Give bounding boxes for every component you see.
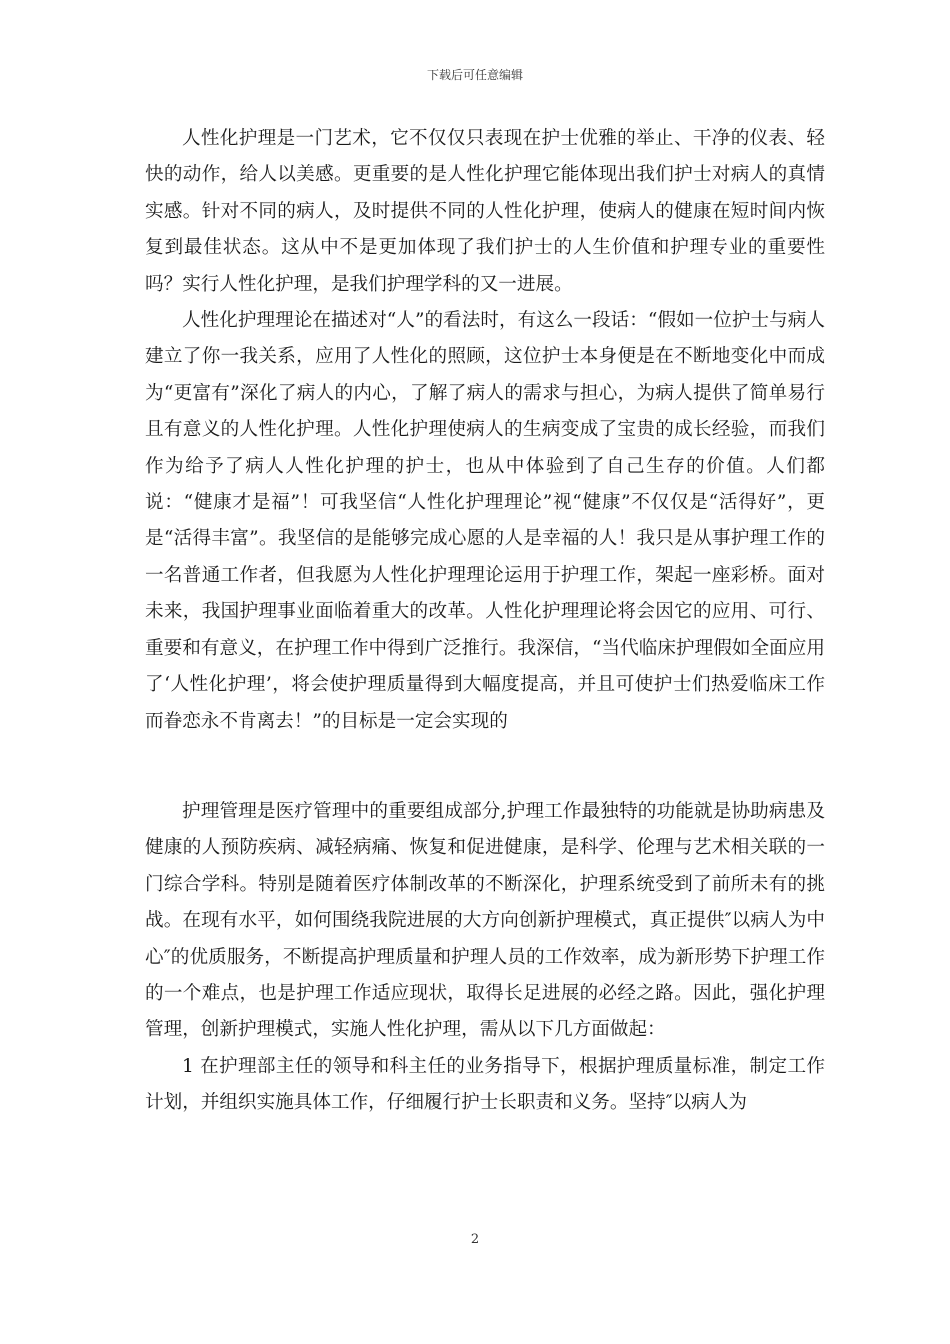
paragraph-2: 人性化护理理论在描述对“人”的看法时，有这么一段话：“假如一位护士与病人建立了你一我关系，应用了人性化的照顾，这位护士本身便是在不断地变化中而成为“更富有”深化了病人的内心，了解了病人的需求与担心，为病人提供了简单易行且有意义的人性化护理。人性化护理使病人的生病变成了宝贵的成长经验，而我们作为给予了病人人性化护理的护士，也从中体验到了自己生存的价值。人们都说：“健康才是福”！可我坚信“人性化护理理论”视“健康”不仅仅是“活得好”，更是“活得丰富”。我坚信的是能够完成心愿的人是幸福的人！我只是从事护理工作的一名普通工作者，但我愿为人性化护理理论运用于护理工作，架起一座彩桥。面对未来，我国护理事业面临着重大的改革。人性化护理理论将会因它的应用、可行、重要和有意义，在护理工作中得到广泛推行。我深信，“当代临床护理假如全面应用了‘人性化护理’，将会使护理质量得到大幅度提高，并且可使护士们热爱临床工作而眷恋永不肯离去！”的目标是一定会实现的: [145, 310, 825, 732]
document-body: [145, 121, 825, 1122]
page-number: 2: [470, 1232, 480, 1247]
paragraph-4: 1 在护理部主任的领导和科主任的业务指导下，根据护理质量标准，制定工作计划，并组织实施具体工作，仔细履行护士长职责和义务。坚持″以病人为: [145, 1055, 825, 1114]
page-header: 下载后可任意编辑: [426, 68, 523, 82]
paragraph-gap: [145, 740, 825, 794]
paragraph-1: 人性化护理是一门艺术，它不仅仅只表现在护士优雅的举止、干净的仪表、轻快的动作，给人以美感。更重要的是人性化护理它能体现出我们护士对病人的真情实感。针对不同的病人，及时提供不同的人性化护理，使病人的健康在短时间内恢复到最佳状态。这从中不是更加体现了我们护士的人生价值和护理专业的重要性吗？实行人性化护理，是我们护理学科的又一进展。: [145, 128, 825, 295]
paragraph-3: 护理管理是医疗管理中的重要组成部分,护理工作最独特的功能就是协助病患及健康的人预防疾病、减轻病痛、恢复和促进健康，是科学、伦理与艺术相关联的一门综合学科。特别是随着医疗体制改革的不断深化，护理系统受到了前所未有的挑战。在现有水平，如何围绕我院进展的大方向创新护理模式，真正提供″以病人为中心″的优质服务，不断提高护理质量和护理人员的工作效率，成为新形势下护理工作的一个难点，也是护理工作适应现状，取得长足进展的必经之路。因此，强化护理管理，创新护理模式，实施人性化护理，需从以下几方面做起：: [145, 800, 825, 1041]
